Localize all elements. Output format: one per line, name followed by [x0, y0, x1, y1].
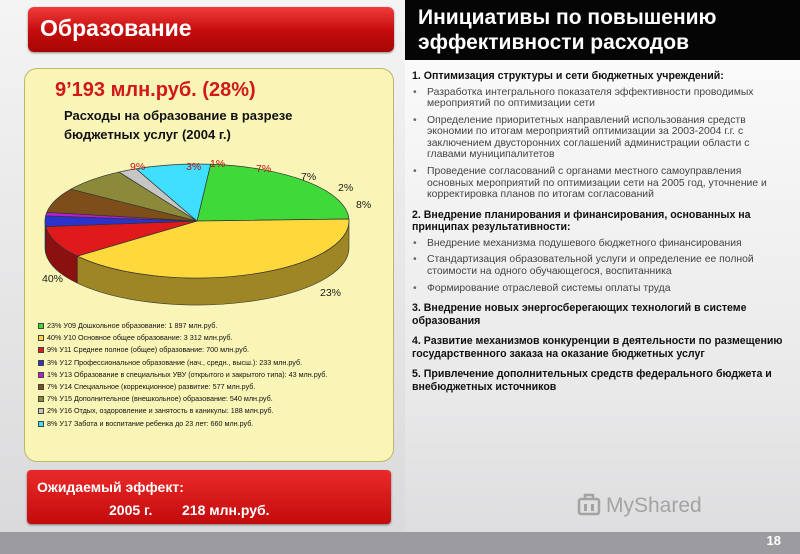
expected-effect-heading: Ожидаемый эффект: [37, 479, 184, 495]
legend-swatch [38, 408, 44, 414]
legend-item [38, 332, 388, 344]
initiative-bullet [412, 238, 788, 250]
bullet-icon: • [413, 254, 417, 266]
legend-label: 8% У17 Забота и воспитание ребенка до 23 лет: 660 млн.руб. [47, 418, 254, 428]
pie-slice-label: 9% [130, 161, 146, 173]
initiatives-list [412, 70, 788, 401]
initiative-bullet-text: Формирование отраслевой системы оплаты труда [427, 282, 671, 294]
legend-item [38, 393, 388, 405]
expected-effect-amount: 218 млн.руб. [182, 502, 270, 518]
legend-item [38, 369, 388, 381]
expected-effect-year: 2005 г. [109, 502, 153, 518]
pie-slice-label: 2% [338, 182, 354, 194]
initiative-group-title: 3. Внедрение новых энергосберегающих технологий в системе образования [412, 302, 747, 327]
pie-slice-label: 40% [42, 273, 64, 285]
legend-label: 7% У15 Дополнительное (внешкольное) образование: 540 млн.руб. [47, 394, 273, 404]
legend-swatch [38, 396, 44, 402]
initiative-group-title: 1. Оптимизация структуры и сети бюджетных учреждений: [412, 70, 724, 82]
initiative-bullet-text: Внедрение механизма подушевого бюджетного финансирования [427, 237, 742, 249]
legend-label: 2% У16 Отдых, оздоровление и занятость в каникулы: 188 млн.руб. [47, 406, 274, 416]
pie-slice-label: 8% [356, 199, 372, 211]
legend-item [38, 344, 388, 356]
section-title: Образование [40, 15, 192, 41]
chart-legend [38, 320, 388, 430]
initiative-bullet-text: Разработка интегрального показателя эффективности проводимых мероприятий по оптимизации сети [427, 86, 754, 110]
legend-swatch [38, 323, 44, 329]
initiative-bullet-text: Проведение согласований с органами местного самоуправления основных мероприятий по оптимизации сети на 2005 год, уточнение и корректировка планов по итогам согласований [427, 166, 767, 201]
legend-swatch [38, 360, 44, 366]
page-number: 18 [766, 533, 781, 548]
watermark: MyShared [606, 494, 702, 517]
legend-swatch [38, 384, 44, 390]
bullet-icon: • [413, 114, 417, 126]
expected-effect-box [27, 470, 391, 524]
legend-label: 40% У10 Основное общее образование: 3 312 млн.руб. [47, 333, 233, 343]
legend-item [38, 320, 388, 332]
initiative-bullet [412, 87, 788, 110]
page-title-line-1: Инициативы по повышению [418, 6, 717, 29]
pie-slice-label: 23% [320, 287, 342, 299]
initiative-bullet [412, 283, 788, 295]
chart-title-line-2: бюджетных услуг (2004 г.) [64, 127, 231, 142]
initiative-bullet [412, 166, 788, 201]
legend-label: 7% У14 Специальное (коррекционное) развитие: 577 млн.руб. [47, 381, 256, 391]
page-title-line-2: эффективности расходов [418, 31, 689, 54]
pie-slice-label: 7% [256, 163, 272, 175]
pie-slice-label: 7% [301, 171, 317, 183]
bullet-icon: • [413, 166, 417, 178]
pie-slice-label: 1% [210, 158, 226, 170]
legend-swatch [38, 335, 44, 341]
legend-item [38, 405, 388, 417]
legend-item [38, 418, 388, 430]
legend-label: 9% У11 Среднее полное (общее) образование: 700 млн.руб. [47, 345, 249, 355]
initiative-group-title: 2. Внедрение планирования и финансирования, основанных на принципах результативности: [412, 208, 751, 234]
legend-label: 3% У12 Профессиональное образование (нач., средн., высш.): 233 млн.руб. [47, 357, 303, 367]
pie-slice-label: 3% [186, 161, 202, 173]
legend-item [38, 357, 388, 369]
bullet-icon: • [413, 86, 417, 98]
chart-headline: 9’193 млн.руб. (28%) [55, 79, 256, 101]
pie-slice [197, 164, 349, 221]
initiative-group-title: 4. Развитие механизмов конкуренции в деятельности по размещению государственного заказа на оказание бюджетных услуг [412, 335, 783, 360]
bullet-icon: • [413, 237, 417, 249]
chart-title-line-1: Расходы на образование в разрезе [64, 108, 293, 123]
initiative-bullet-text: Стандартизация образовательной услуги и определение ее полной стоимости на одного обучающегося, воспитанника [427, 254, 754, 278]
legend-item [38, 381, 388, 393]
initiative-bullet-text: Определение приоритетных направлений использования средств экономии по итогам мероприятий оптимизации за 2003-2004 г.г. с заключением двусторонних соглашений администрации области с главами муниципалитетов [427, 114, 750, 161]
initiative-group-title: 5. Привлечение дополнительных средств федерального бюджета и внебюджетных источников [412, 368, 772, 393]
legend-swatch [38, 421, 44, 427]
legend-swatch [38, 347, 44, 353]
initiative-bullet [412, 115, 788, 161]
legend-swatch [38, 372, 44, 378]
watermark-logo-icon [576, 491, 602, 517]
footer-strip [0, 532, 800, 554]
bullet-icon: • [413, 282, 417, 294]
legend-label: 23% У09 Дошкольное образование: 1 897 млн.руб. [47, 321, 218, 330]
initiative-bullet [412, 254, 788, 277]
legend-label: 1% У13 Образование в специальных УВУ (открытого и закрытого типа): 43 млн.руб. [47, 369, 328, 379]
